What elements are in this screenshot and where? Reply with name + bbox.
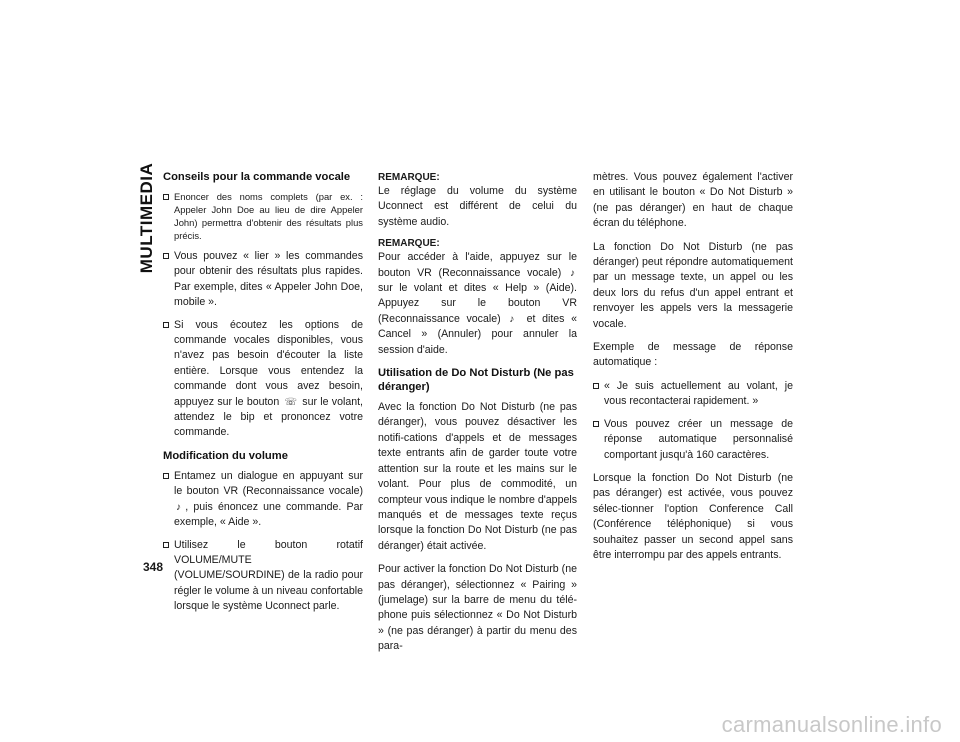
column-2 [378, 172, 577, 663]
note-title: REMARQUE: [378, 238, 440, 250]
volume-list [163, 469, 363, 615]
list-item: Entamez un dialogue en appuyant sur le bouton VR (Reconnaissance vocale) ♪ , puis énoncez une commande. Par exemple, « Aide ». [163, 469, 363, 531]
paragraph: Avec la fonction Do Not Disturb (ne pas déranger), vous pouvez désactiver les notifi-cations d'appels et de messages texte entrants afin de garder toute votre attention sur la route et les mains sur le volant. Pour plus de commodité, un compteur vous indique le nombre d'appels manqués et de messages texte reçus lorsque la fonction Do Not Disturb (ne pas déranger) était activée. [378, 401, 577, 552]
auto-reply-list [593, 379, 793, 463]
checkbox-bullet-icon [163, 322, 169, 328]
watermark: carmanualsonline.info [721, 712, 942, 737]
do-not-disturb-heading: Utilisation de Do Not Disturb (Ne pas déranger) [378, 367, 574, 394]
checkbox-bullet-icon [163, 253, 169, 259]
volume-heading: Modification du volume [163, 449, 288, 462]
checkbox-bullet-icon [163, 473, 169, 479]
column-1 [163, 170, 363, 623]
note-title: REMARQUE: [378, 172, 440, 183]
paragraph: Lorsque la fonction Do Not Disturb (ne pas déranger) est activée, vous pouvez sélec-tionner l'option Conference Call (Conférence téléphonique) si vous souhaitez passer un second appel sans être interrompu par des appels entrants. [593, 471, 793, 561]
paragraph: Exemple de message de réponse automatique : [593, 341, 793, 369]
list-item: Vous pouvez créer un message de réponse automatique personnalisé comportant jusqu'à 160 caractères. [593, 417, 793, 463]
list-item: Enoncer des noms complets (par ex. : Appeler John Doe au lieu de dire Appeler John) permettra d'obtenir des résultats plus précis. [163, 190, 363, 242]
checkbox-bullet-icon [593, 383, 599, 389]
voice-tips-list [163, 190, 363, 441]
list-item: Utilisez le bouton rotatif VOLUME/MUTE (VOLUME/SOURDINE) de la radio pour régler le volume à un niveau confortable lorsque le système Uconnect parle. [163, 538, 363, 615]
checkbox-bullet-icon [593, 421, 599, 427]
paragraph: mètres. Vous pouvez également l'activer en utilisant le bouton « Do Not Disturb » (ne pas déranger) en haut de chaque écran du téléphone. [593, 171, 793, 230]
list-item: « Je suis actuellement au volant, je vous recontacterai rapidement. » [593, 379, 793, 410]
list-item: Vous pouvez « lier » les commandes pour obtenir des résultats plus rapides. Par exemple, dites « Appeler John Doe, mobile ». [163, 249, 363, 311]
list-item: Si vous écoutez les options de commande vocales disponibles, vous n'avez pas besoin d'écouter la liste entière. Lorsque vous entendez la commande dont vous avez besoin, appuyez sur le bouton ☏ sur le volant, attendez le bip et prononcez votre commande. [163, 318, 363, 441]
checkbox-bullet-icon [163, 194, 169, 200]
section-tab [134, 162, 160, 274]
page-number: 348 [143, 560, 164, 574]
voice-recognition-icon: ♪ [509, 313, 518, 325]
paragraph: Pour activer la fonction Do Not Disturb (ne pas déranger), sélectionnez « Pairing » (jumelage) sur la barre de menu du télé-phone puis sélectionnez « Do Not Disturb » (ne pas déranger) à partir du menu des para- [378, 563, 577, 653]
voice-recognition-icon: ♪ [570, 267, 575, 279]
voice-recognition-icon: ♪ [176, 501, 184, 513]
column-3 [593, 170, 793, 571]
note-text: Pour accéder à l'aide, appuyez sur le bouton VR (Reconnaissance vocale) ♪ sur le volant et dites « Help » (Aide). Appuyez sur le bouton VR (Reconnaissance vocale) ♪ et dites « Cancel » (Annuler) pour annuler la session d'aide. [378, 251, 577, 356]
phone-icon: ☏ [284, 396, 298, 408]
note-text: Le réglage du volume du système Uconnect est différent de celui du système audio. [378, 185, 577, 228]
voice-tips-heading: Conseils pour la commande vocale [163, 171, 351, 183]
checkbox-bullet-icon [163, 542, 169, 548]
paragraph: La fonction Do Not Disturb (ne pas déranger) peut répondre automatiquement par un message texte, un appel ou les deux lors du refus d'un appel entrant et renvoyer les appels vers la messagerie vocale. [593, 240, 793, 330]
section-tab-label: MULTIMEDIA [137, 162, 156, 274]
